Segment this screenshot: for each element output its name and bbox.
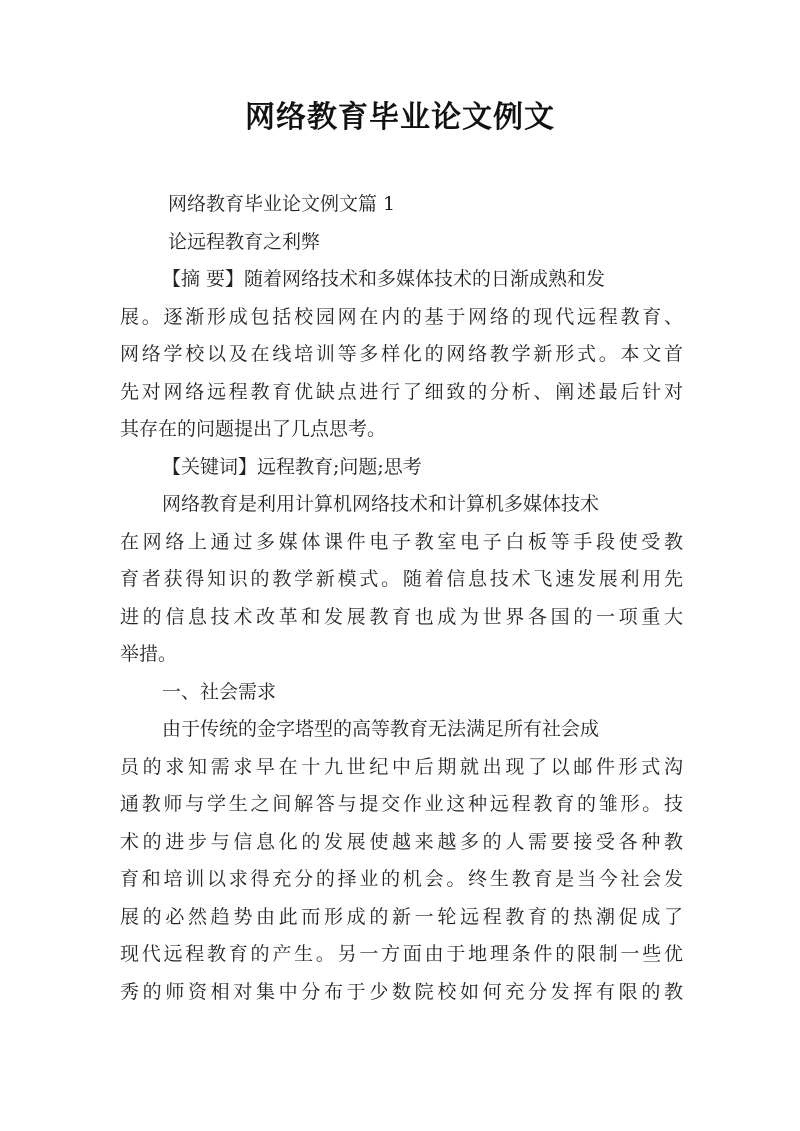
paragraph-line: 由于传统的金字塔型的高等教育无法满足所有社会成: [162, 718, 600, 740]
paragraph-line: 在网络上通过多媒体课件电子教室电子白板等手段使受教: [120, 530, 683, 553]
paragraph-line: 育者获得知识的教学新模式。随着信息技术飞速发展利用先: [120, 568, 683, 590]
document-title: 网络教育毕业论文例文: [245, 100, 555, 135]
paragraph-line: 举措。: [120, 643, 178, 665]
paragraph-line: 现代远程教育的产生。另一方面由于地理条件的限制一些优: [120, 943, 683, 965]
document-body: [120, 186, 683, 1011]
paragraph-line: 术的进步与信息化的发展使越来越多的人需要接受各种教: [120, 830, 683, 853]
paragraph-line: 通教师与学生之间解答与提交作业这种远程教育的雏形。技: [120, 793, 683, 815]
paragraph-line: 一、社会需求: [162, 680, 277, 703]
paragraph-line: 员的求知需求早在十九世纪中后期就出现了以邮件形式沟: [120, 755, 683, 778]
paragraph-line: 其存在的问题提出了几点思考。: [120, 418, 387, 440]
paragraph-line: 展的必然趋势由此而形成的新一轮远程教育的热潮促成了: [120, 905, 683, 928]
paragraph-line: 网络教育毕业论文例文篇 1: [168, 193, 396, 215]
paragraph-line: 【关键词】远程教育;问题;思考: [162, 455, 422, 478]
paragraph-line: 网络教育是利用计算机网络技术和计算机多媒体技术: [162, 493, 600, 515]
paragraph-line: 进的信息技术改革和发展教育也成为世界各国的一项重大: [120, 605, 683, 628]
paragraph-line: 展。逐渐形成包括校园网在内的基于网络的现代远程教育、: [120, 305, 683, 328]
paragraph-line: 论远程教育之利弊: [168, 230, 321, 253]
paragraph-line: 【摘 要】随着网络技术和多媒体技术的日渐成熟和发: [162, 268, 606, 290]
paragraph-line: 网络学校以及在线培训等多样化的网络教学新形式。本文首: [120, 343, 683, 365]
paragraph-line: 育和培训以求得充分的择业的机会。终生教育是当今社会发: [120, 868, 683, 890]
paragraph-line: 秀的师资相对集中分布于少数院校如何充分发挥有限的教: [120, 980, 683, 1003]
paragraph-line: 先对网络远程教育优缺点进行了细致的分析、阐述最后针对: [120, 380, 683, 403]
